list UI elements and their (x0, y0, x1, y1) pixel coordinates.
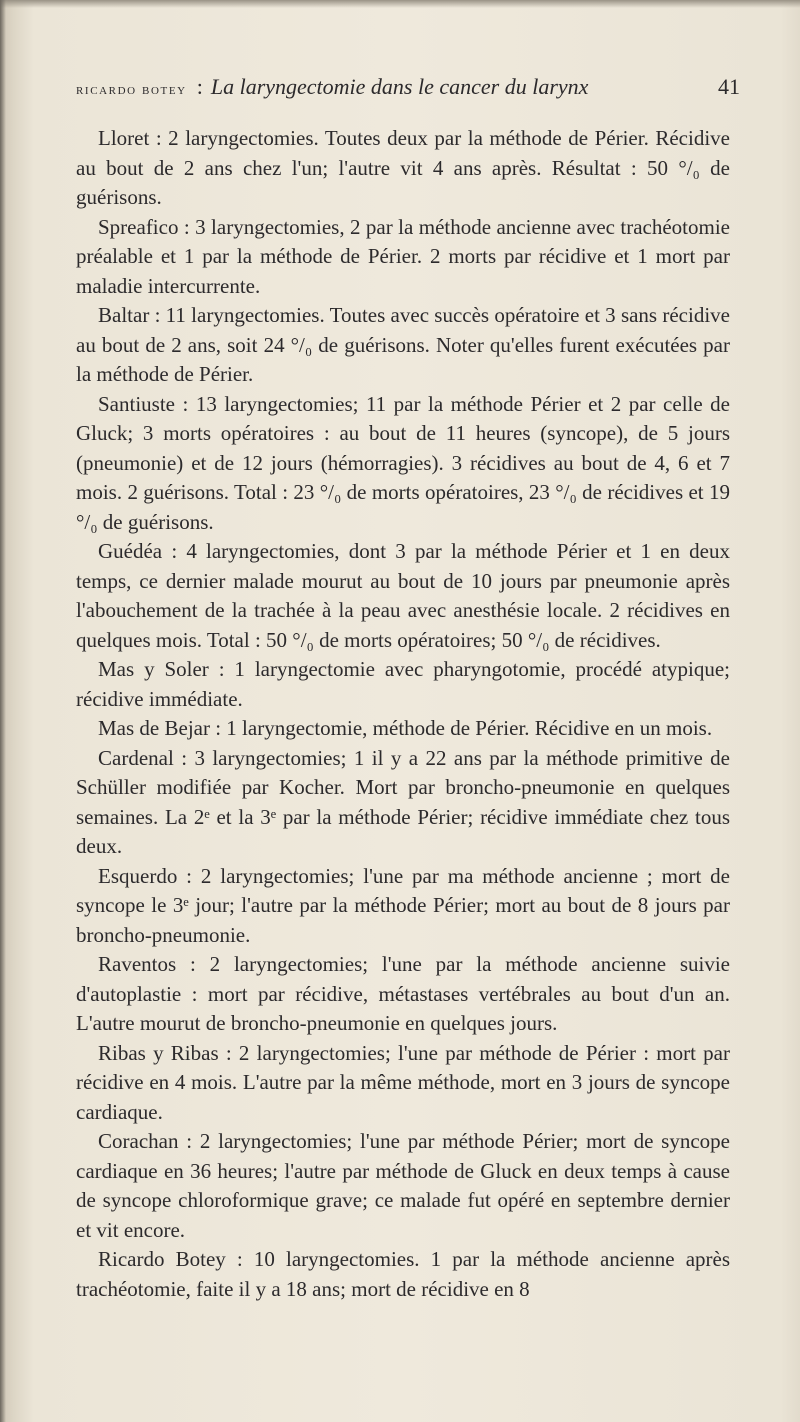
running-header (76, 74, 740, 108)
paragraph-baltar: Baltar : 11 laryngectomies. Toutes avec succès opératoire et 3 sans récidive au bout de 2 ans, soit 24 °/₀ de guérisons. Noter qu'elles furent exécutées par la méthode de Périer. (76, 303, 730, 386)
paragraph-mas-y-soler: Mas y Soler : 1 laryngectomie avec pharyngotomie, procédé atypique; récidive immédiate. (76, 657, 730, 711)
header-title: La laryngectomie dans le cancer du larynx (210, 74, 589, 99)
paragraph-lloret: Lloret : 2 laryngectomies. Toutes deux par la méthode de Périer. Récidive au bout de 2 ans chez l'un; l'autre vit 4 ans après. Résultat : 50 °/₀ de guérisons. (76, 126, 730, 209)
paragraph-mas-de-bejar: Mas de Bejar : 1 laryngectomie, méthode de Périer. Récidive en un mois. (98, 716, 713, 740)
paragraph-raventos: Raventos : 2 laryngectomies; l'une par la méthode ancienne suivie d'autoplastie : mort par récidive, métastases vertébrales au bout d'un an. L'autre mourut de broncho-pneumonie en quelques jours. (76, 952, 730, 1035)
header-separator: : (196, 74, 203, 99)
paragraph-ricardo-botey: Ricardo Botey : 10 laryngectomies. 1 par la méthode ancienne après trachéotomie, faite il y a 18 ans; mort de récidive en 8 (76, 1247, 730, 1301)
paragraph-guedea: Guédéa : 4 laryngectomies, dont 3 par la méthode Périer et 1 en deux temps, ce dernier malade mourut au bout de 10 jours par pneumonie après l'abouchement de la trachée à la peau avec anesthésie locale. 2 récidives en quelques mois. Total : 50 °/₀ de morts opératoires; 50 °/₀ de récidives. (76, 539, 730, 652)
paragraph-ribas-y-ribas: Ribas y Ribas : 2 laryngectomies; l'une par méthode de Périer : mort par récidive en 4 mois. L'autre par la même méthode, mort en 3 jours de syncope cardiaque. (76, 1040, 730, 1124)
paragraph-cardenal: Cardenal : 3 laryngectomies; 1 il y a 22 ans par la méthode primitive de Schüller modifiée par Kocher. Mort par broncho-pneumonie en quelques semaines. La 2ᵉ et la 3ᵉ par la méthode Périer; récidive immédiate chez tous deux. (76, 745, 730, 858)
paragraph-santiuste: Santiuste : 13 laryngectomies; 11 par la méthode Périer et 2 par celle de Gluck; 3 morts opératoires : au bout de 11 heures (syncope), de 5 jours (pneumonie) et de 12 jours (hémorragies). 3 récidives au bout de 4, 6 et 7 mois. 2 guérisons. Total : 23 °/₀ de morts opératoires, 23 °/₀ de récidives et 19 °/₀ de guérisons. (76, 391, 730, 534)
page-binding-edge (0, 0, 6, 1422)
paragraph-esquerdo: Esquerdo : 2 laryngectomies; l'une par ma méthode ancienne ; mort de syncope le 3ᵉ jour; l'autre par la méthode Périer; mort au bout de 8 jours par broncho-pneumonie. (76, 863, 730, 947)
header-author: ricardo botey (76, 82, 187, 98)
paragraph-spreafico: Spreafico : 3 laryngectomies, 2 par la méthode ancienne avec trachéotomie préalable et 1 par la méthode de Périer. 2 morts par récidive et 1 mort par maladie intercurrente. (76, 214, 730, 298)
paragraph-corachan: Corachan : 2 laryngectomies; l'une par méthode Périer; mort de syncope cardiaque en 36 heures; l'autre par méthode de Gluck en deux temps à cause de syncope chloroformique grave; ce malade fut opéré en septembre dernier et vit encore. (76, 1129, 730, 1242)
page-top-edge (0, 0, 800, 8)
body-text (76, 124, 730, 1304)
page-number: 41 (718, 74, 740, 99)
